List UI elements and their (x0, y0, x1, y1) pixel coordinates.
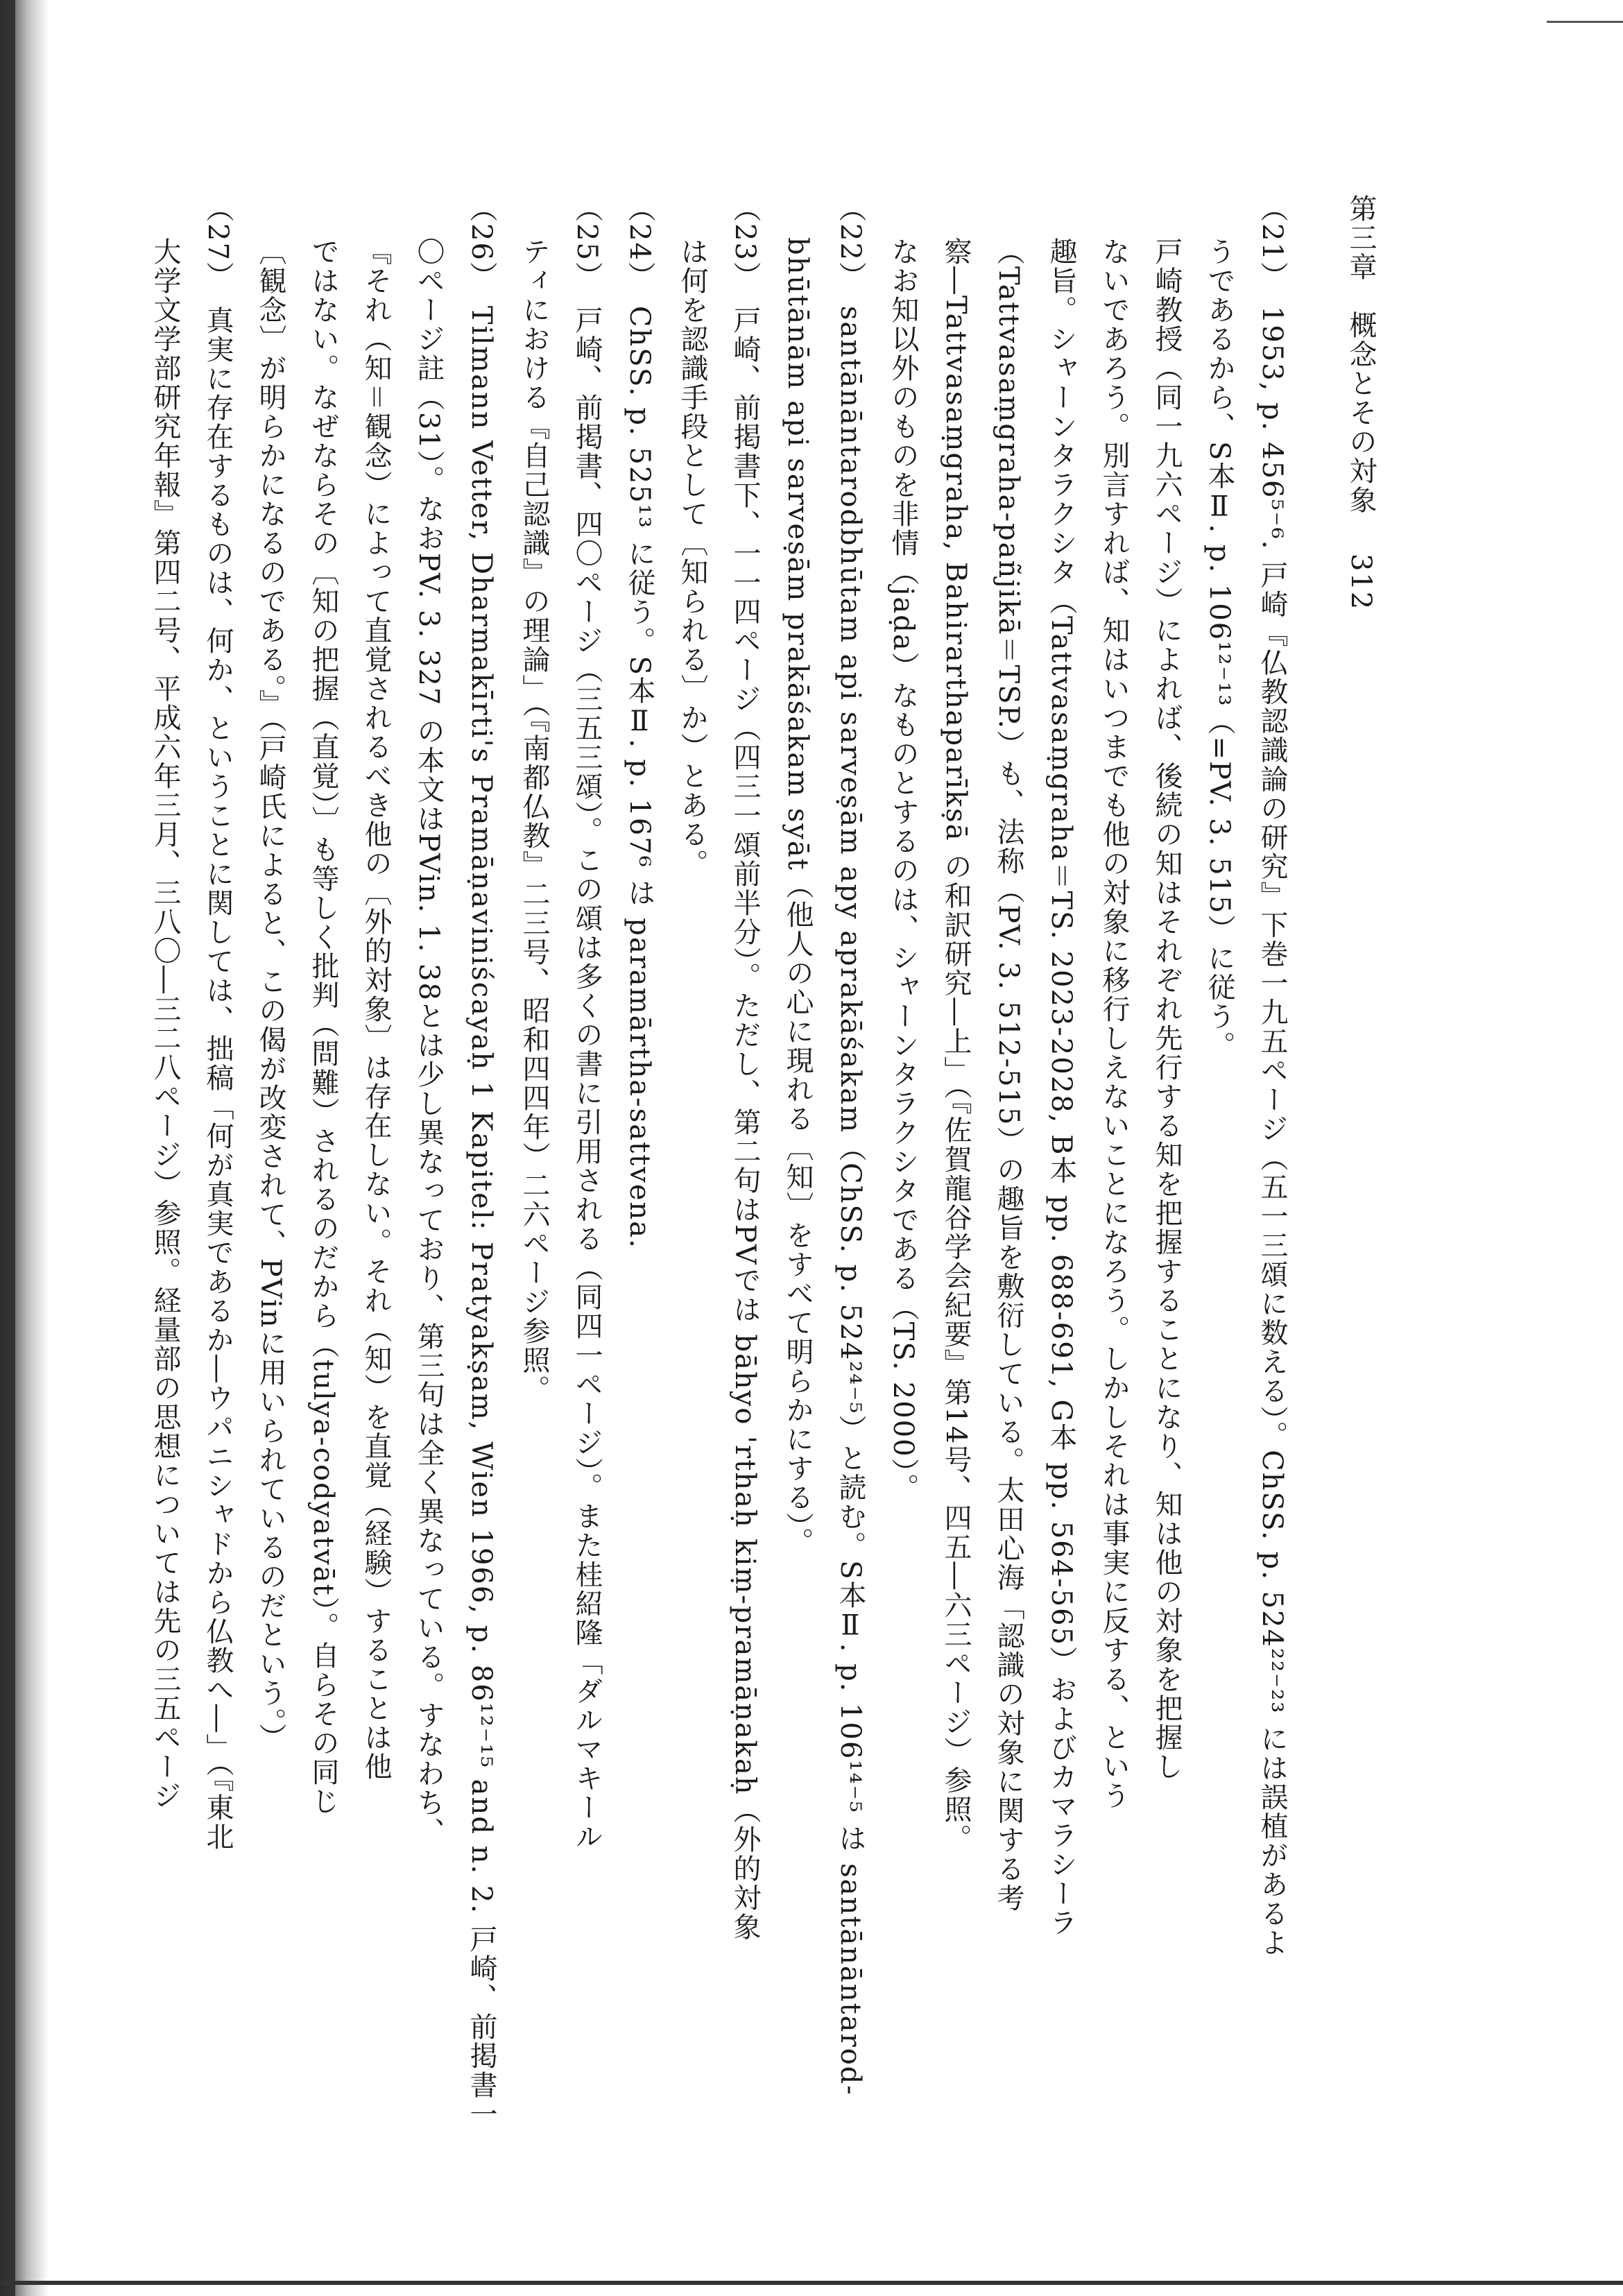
vertical-text-body (139, 194, 1387, 2241)
text-column: 〔観念〕が明らかになるのである。』（戸崎氏によると、この偈が改変されて、PVinに用いられているのだという。） (255, 237, 286, 1752)
top-edge-mark (1547, 21, 1623, 23)
text-column: 〇ページ註（31）。なおPV. 3. 327 の本文はPVin. 1. 38とは少し異なっており、第三句は全く異なっている。すなわち、 (413, 237, 445, 1847)
text-column: （22） santānāntarodbhūtam api sarveṣām apy aprakāśakam（ChSS. p. 524²⁴⁻⁵）と読む。S本Ⅱ. p. 106¹⁴⁻⁵ は santānāntarod- (834, 194, 866, 2096)
chapter-title: 第三章 概念とその対象 (1345, 194, 1377, 515)
text-column: なお知以外のものを非情（jaḍa）なものとするのは、シャーンタラクシタである（TS. 2000）。 (887, 237, 919, 1502)
page-number: 312 (1345, 554, 1377, 611)
text-column: （27） 真実に存在するものは、何か、ということに関しては、拙稿「何が真実であるか―ウパニシャドから仏教へ―」（『東北 (202, 194, 234, 1851)
text-column: （21） 1953, p. 456⁵⁻⁶. 戸崎『仏教認識論の研究』下巻一九五ページ（五一三頌に数える）。ChSS. p. 524²²⁻²³ には誤植があるよ (1256, 194, 1288, 1957)
running-header (1334, 194, 1387, 2241)
text-column: ティにおける『自己認識』の理論」（『南都仏教』二三号、昭和四四年）二六ページ参照。 (518, 237, 550, 1404)
text-column: （26） Tilmann Vetter, Dharmakīrti's Pramāṇaviniścayaḥ 1 Kapitel: Pratyakṣam, Wien 1966, p. 86¹²⁻¹⁵ and n. 2. 戸崎、前掲書一 (465, 194, 497, 2129)
text-column: 大学文学部研究年報』第四二号、平成六年三月、三八〇―三二八ページ）参照。経量部の思想については先の三五ページ (149, 237, 181, 1810)
text-column: 察―Tattvasaṃgraha, Bahirarthaparīkṣā の和訳研究―上」（『佐賀龍谷学会紀要』第14号、四五―六三ページ）参照。 (940, 237, 972, 1853)
text-column: うであるから、S本Ⅱ. p. 106¹²⁻¹³（=PV. 3. 515）に従う。 (1203, 237, 1235, 1061)
text-column: 趣旨。シャーンタラクシタ（Tattvasaṃgraha＝TS. 2023-2028, B本 pp. 688-691, G本 pp. 564-565）およびカマラシーラ (1045, 237, 1077, 1938)
text-column: （24） ChSS. p. 525¹³ に従う。S本Ⅱ. p. 167⁶ は paramārtha-sattvena. (624, 194, 655, 1249)
bottom-page-edge (0, 2281, 1623, 2285)
book-spine-shadow (0, 0, 15, 2296)
text-column: （Tattvasaṃgraha-pañjikā＝TSP.）も、法称（PV. 3. 512-515）の趣旨を敷衍している。太田心海「認識の対象に関する考 (993, 237, 1024, 1913)
text-column: 戸崎教授（同一九六ページ）によれば、後続の知はそれぞれ先行する知を把握することになり、知は他の対象を把握し (1151, 237, 1183, 1781)
text-column: ないであろう。別言すれば、知はいつまでも他の対象に移行しえないことになろう。しかしそれは事実に反する、という (1098, 237, 1130, 1810)
text-column: は何を認識手段として〔知られる〕か）とある。 (676, 237, 708, 878)
text-column: 『それ（知＝観念）によって直覚されるべき他の〔外的対象〕は存在しない。それ（知）を直覚（経験）することは他 (360, 237, 392, 1781)
text-column: （25） 戸崎、前掲書、四〇ページ（三五三頌）。この頌は多くの書に引用される（同四一ページ）。また桂紹隆「ダルマキール (571, 194, 603, 1851)
text-column: ではない。なぜならその〔知の把握（直覚）〕も等しく批判（問難）されるのだから（tulya-codyatvāt）。自らその同じ (307, 237, 339, 1816)
text-column: bhūtānām api sarveṣām prakāśakam syāt（他人の心に現れる〔知〕をすべて明らかにする）。 (782, 237, 814, 1557)
text-column: （23） 戸崎、前掲書下、一一四ページ（四三一頌前半分）。ただし、第二句はPVでは bāhyo 'rthaḥ kiṃ-pramāṇakaḥ（外的対象 (729, 194, 761, 1942)
